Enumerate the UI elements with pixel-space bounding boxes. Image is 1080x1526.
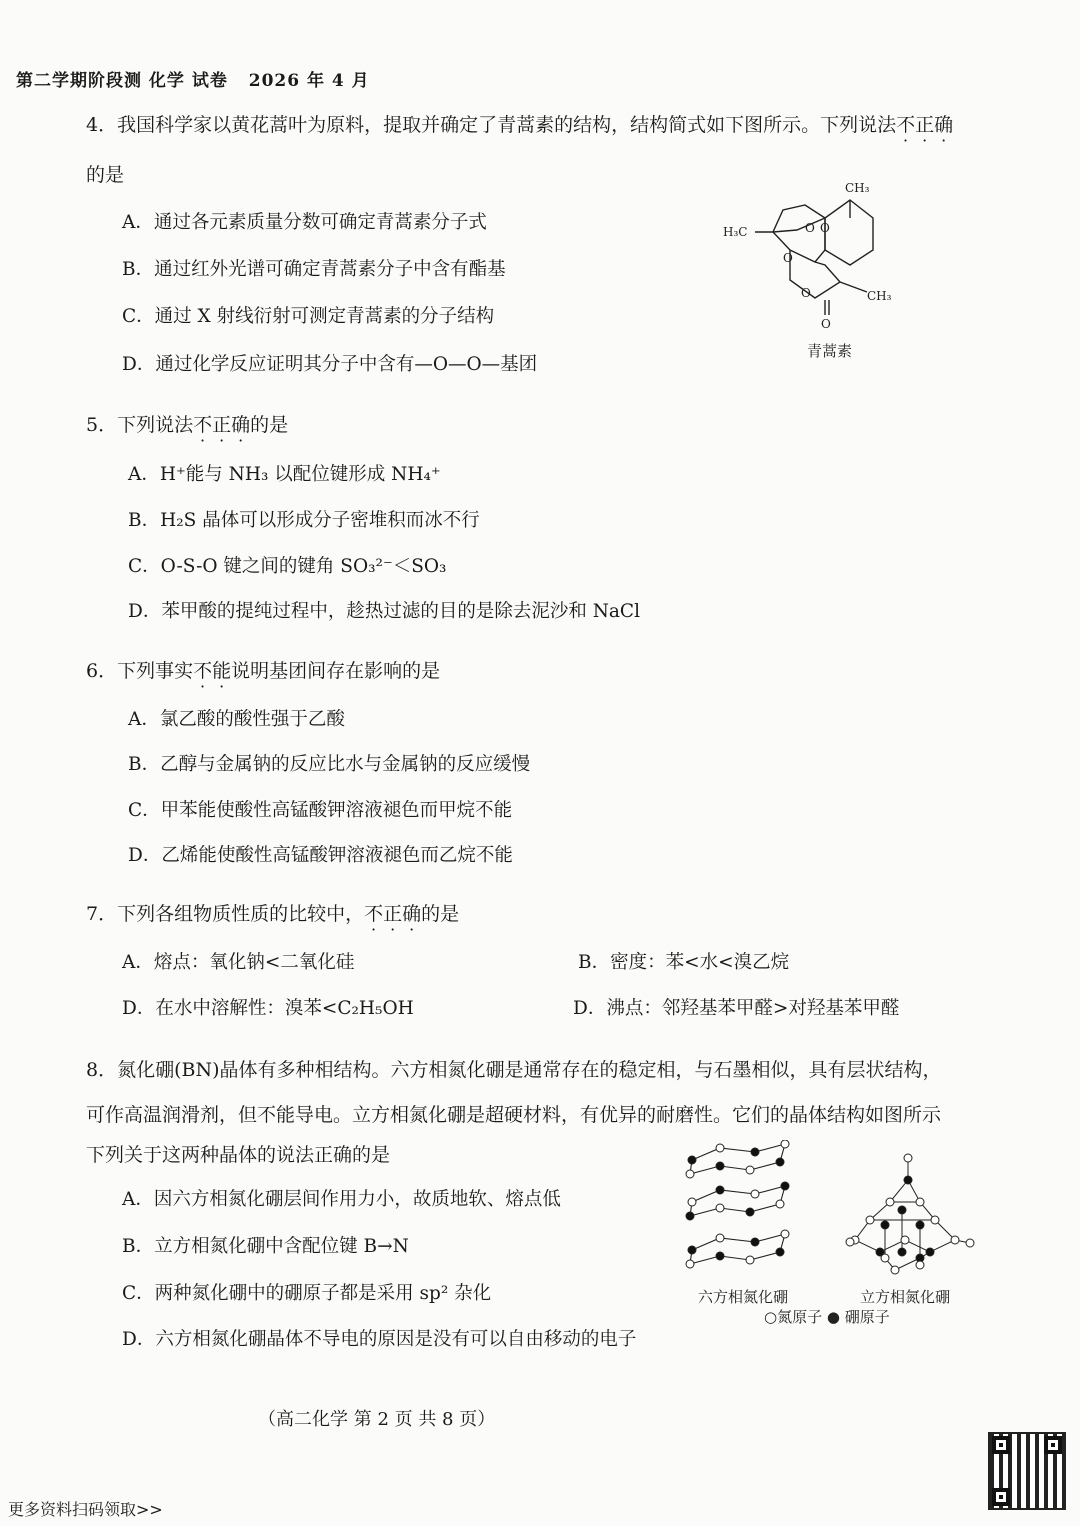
exam-header <box>16 66 370 91</box>
q8-stem-line1: 8．氮化硼(BN)晶体有多种相结构。六方相氮化硼是通常存在的稳定相，与石墨相似，具有层状结构， <box>86 1059 942 1081</box>
q8-option-a: A．因六方相氮化硼层间作用力小，故质地软、熔点低 <box>122 1189 561 1210</box>
q4-option-a: A．通过各元素质量分数可确定青蒿素分子式 <box>122 212 487 233</box>
q5-option-a: A．H⁺能与 NH₃ 以配位键形成 NH₄⁺ <box>128 464 441 485</box>
peroxide-bridge <box>773 218 825 232</box>
qr-finder <box>992 1436 1010 1454</box>
cyclohexane-ring <box>825 200 873 265</box>
q4-option-b: B．通过红外光谱可确定青蒿素分子中含有酯基 <box>122 259 506 280</box>
q4-emphasis: 确 <box>934 114 954 136</box>
label-ch3-top: CH₃ <box>845 181 870 195</box>
seven-ring <box>773 205 825 262</box>
label-ch3-right: CH₃ <box>867 289 892 303</box>
q4-option-c: C．通过 X 射线衍射可测定青蒿素的分子结构 <box>122 306 495 327</box>
hexagonal-bn-atoms <box>686 1140 789 1268</box>
q6-option-a: A．氯乙酸的酸性强于乙酸 <box>128 709 345 730</box>
q5-option-d: D．苯甲酸的提纯过程中，趁热过滤的目的是除去泥沙和 NaCl <box>128 601 641 622</box>
bn-crystal-figure <box>680 1140 1000 1330</box>
cubic-bn-atoms <box>846 1154 974 1274</box>
q5-stem-text: 的是 <box>250 414 289 436</box>
qr-code[interactable] <box>988 1432 1066 1510</box>
q8-option-b: B．立方相氮化硼中含配位键 B→N <box>122 1236 409 1257</box>
q7-emphasis: 不 <box>364 903 384 925</box>
q4-stem-text: 4．我国科学家以黄花蒿叶为原料，提取并确定了青蒿素的结构，结构简式如下图所示。下列说法 <box>86 114 897 136</box>
q5-emphasis: 不 <box>193 414 213 436</box>
q4-emphasis: 不 <box>896 114 916 136</box>
atom-legend: ○氮原子 ● 硼原子 <box>764 1308 890 1326</box>
q6-option-d: D．乙烯能使酸性高锰酸钾溶液褪色而乙烷不能 <box>128 845 513 866</box>
hex-layer <box>690 1234 785 1264</box>
atom-o: O <box>805 221 815 235</box>
q5-emphasis: 确 <box>231 414 251 436</box>
q5-stem <box>86 410 288 437</box>
q7-emphasis: 正 <box>383 903 403 925</box>
q5-emphasis: 正 <box>212 414 232 436</box>
hex-layer <box>690 1186 785 1216</box>
cubic-bn-bonds <box>850 1158 970 1270</box>
q4-stem-cont: 的是 <box>86 164 125 186</box>
q6-emphasis: 能 <box>212 660 232 682</box>
qr-finder <box>992 1488 1010 1506</box>
lactone-ring <box>790 250 840 298</box>
page-number: （高二化学 第 2 页 共 8 页） <box>258 1409 496 1430</box>
atom-o: O <box>821 317 831 331</box>
scan-note: 更多资料扫码领取>> <box>8 1500 163 1519</box>
label-h3c: H₃C <box>723 225 748 239</box>
artemisinin-structure <box>715 170 915 365</box>
qr-finder <box>1044 1436 1062 1454</box>
q6-stem <box>86 656 440 683</box>
figure-caption: 青蒿素 <box>807 342 853 360</box>
q4-option-d: D．通过化学反应证明其分子中含有—O—O—基团 <box>122 354 538 375</box>
q7-option-d: D．沸点：邻羟基苯甲醛>对羟基苯甲醛 <box>573 998 900 1019</box>
atom-o: O <box>801 286 811 300</box>
header-date: 2026 年 4 月 <box>248 71 370 91</box>
q8-stem-line2: 可作高温润滑剂，但不能导电。立方相氮化硼是超硬材料，有优异的耐磨性。它们的晶体结构如图所示 <box>86 1104 942 1126</box>
q7-stem-text: 7．下列各组物质性质的比较中， <box>86 903 365 925</box>
q6-emphasis: 不 <box>193 660 213 682</box>
methyl-bond-right <box>840 282 867 292</box>
caption-hexagonal: 六方相氮化硼 <box>698 1288 789 1306</box>
artemisinin-bonds <box>755 200 873 315</box>
q6-option-c: C．甲苯能使酸性高锰酸钾溶液褪色而甲烷不能 <box>128 800 513 821</box>
q8-stem-line3: 下列关于这两种晶体的说法正确的是 <box>86 1144 391 1166</box>
q7-stem-text: 的是 <box>421 903 460 925</box>
q8-option-d: D．六方相氮化硼晶体不导电的原因是没有可以自由移动的电子 <box>122 1329 637 1350</box>
q6-stem-text: 说明基团间存在影响的是 <box>231 660 441 682</box>
header-title: 第二学期阶段测 化学 试卷 <box>16 71 228 91</box>
q4-stem <box>86 110 953 137</box>
q7-stem <box>86 899 459 926</box>
q6-option-b: B．乙醇与金属钠的反应比水与金属钠的反应缓慢 <box>128 754 531 775</box>
q5-option-b: B．H₂S 晶体可以形成分子密堆积而冰不行 <box>128 510 480 531</box>
q7-option-b: B．密度：苯<水<溴乙烷 <box>578 952 790 973</box>
q5-option-c: C．O-S-O 键之间的键角 SO₃²⁻＜SO₃ <box>128 556 447 577</box>
q7-emphasis: 确 <box>402 903 422 925</box>
q8-option-c: C．两种氮化硼中的硼原子都是采用 sp² 杂化 <box>122 1283 492 1304</box>
q5-stem-text: 5．下列说法 <box>86 414 194 436</box>
q7-option-a: A．熔点：氧化钠<二氧化硅 <box>122 952 355 973</box>
atom-o: O <box>820 221 830 235</box>
atom-o: O <box>783 251 793 265</box>
hex-layer <box>690 1144 785 1174</box>
cubic-bond-path <box>850 1202 970 1270</box>
q4-emphasis: 正 <box>915 114 935 136</box>
hexagonal-bn-layers <box>690 1144 785 1264</box>
q6-stem-text: 6．下列事实 <box>86 660 194 682</box>
caption-cubic: 立方相氮化硼 <box>860 1288 951 1306</box>
q7-option-c: D．在水中溶解性：溴苯<C₂H₅OH <box>122 998 414 1019</box>
